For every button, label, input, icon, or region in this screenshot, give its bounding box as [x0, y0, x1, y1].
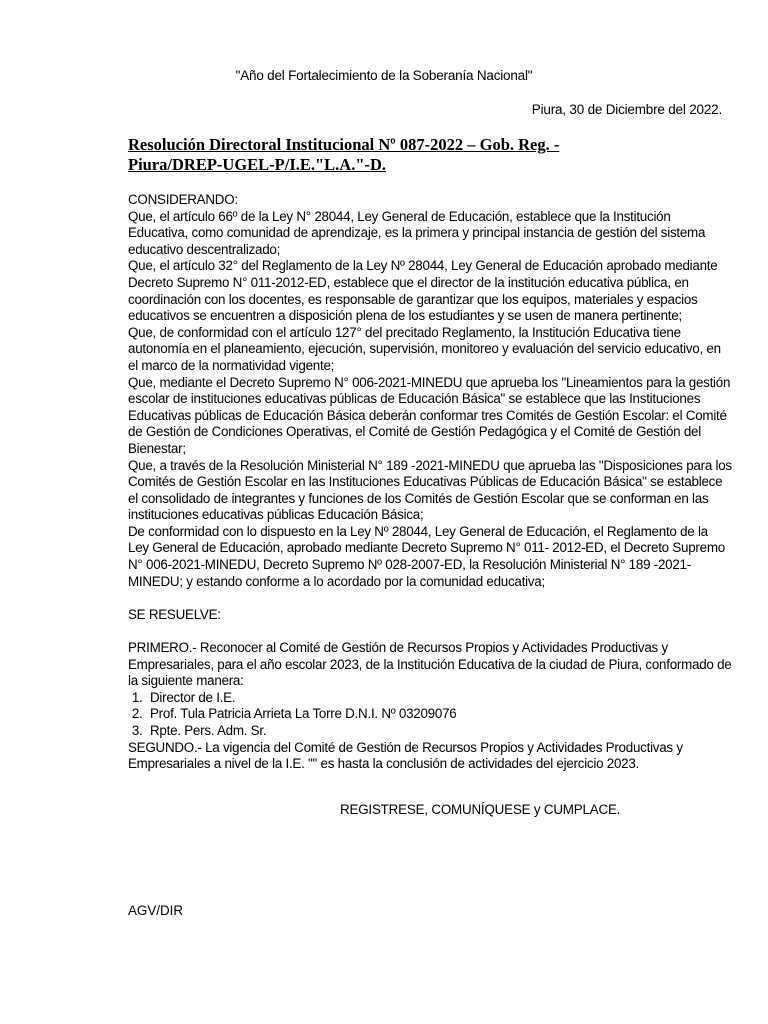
place-date: Piura, 30 de Diciembre del 2022.	[531, 102, 722, 117]
article-primero: PRIMERO.- Reconocer al Comité de Gestión de Recursos Propios y Actividades Productivas y Empresariales, para el año escolar 2023, de la Institución Educativa de la ciudad de Piura, conformado de la siguiente manera:	[128, 640, 732, 689]
list-item: 3. Rpte. Pers. Adm. Sr.	[146, 723, 732, 740]
year-motto: "Año del Fortalecimiento de la Soberanía Nacional"	[235, 68, 533, 83]
considerando-paragraph: Que, el artículo 32° del Reglamento de la Ley Nº 28044, Ley General de Educación aprobado mediante Decreto Supremo N° 011-2012-ED, establece que el director de la institución educativa pública, en coordinación con los docentes, es responsable de garantizar que los equipos, materiales y espacios educativos se encuentren a disposición plena de los estudiantes y se usen de manera pertinente;	[128, 258, 718, 324]
considerando-paragraph: Que, a través de la Resolución Ministerial N° 189 -2021-MINEDU que aprueba las "Disposiciones para los Comités de Gestión Escolar en las Instituciones Educativas Públicas de Educación Básica" se establece el consolidado de integrantes y funciones de los Comités de Gestión Escolar que se conforman en las instituciones educativas públicas Educación Básica;	[128, 457, 732, 523]
se-resuelve-heading: SE RESUELVE:	[128, 606, 221, 622]
list-item: 2. Prof. Tula Patricia Arrieta La Torre D.N.I. Nº 03209076	[146, 706, 732, 723]
closing-formula: REGISTRESE, COMUNÍQUESE y CUMPLACE.	[340, 802, 621, 817]
committee-members-list	[128, 690, 732, 740]
spacer	[128, 623, 732, 640]
considerando-paragraph: De conformidad con lo dispuesto en la Ley Nº 28044, Ley General de Educación, el Reglamento de la Ley General de Educación, aprobado mediante Decreto Supremo N° 011- 2012-ED, el Decreto Supremo N° 006-2021-MINEDU, Decreto Supremo Nº 028-2007-ED, la Resolución Ministerial N° 189 -2021- MINEDU; y estando conforme a lo acordado por la comunidad educativa;	[128, 523, 725, 589]
considerando-paragraph: Que, de conformidad con el artículo 127° del precitado Reglamento, la Institución Educativa tiene autonomía en el planeamiento, ejecución, supervisión, monitoreo y evaluación del servicio educativo, en el marco de la normatividad vigente;	[128, 324, 721, 373]
considerando-paragraph: Que, mediante el Decreto Supremo N° 006-2021-MINEDU que aprueba los "Lineamientos para la gestión escolar de instituciones educativas públicas de Educación Básica" se establece que las Instituciones Educativas públicas de Educación Básica deberán conformar tres Comités de Gestión Escolar: el Comité de Gestión de Condiciones Operativas, el Comité de Gestión Pedagógica y el Comité de Gestión del Bienestar;	[128, 374, 731, 456]
considerando-paragraph: Que, el artículo 66º de la Ley N° 28044, Ley General de Educación, establece que la Institución Educativa, como comunidad de aprendizaje, es la primera y principal instancia de gestión del sistema educativo descentralizado;	[128, 208, 706, 257]
spacer	[128, 590, 732, 607]
resolution-title-line-2: Piura/DREP-UGEL-P/I.E."L.A."-D.	[128, 155, 387, 174]
considerando-heading: CONSIDERANDO:	[128, 192, 238, 207]
signature-reference: AGV/DIR	[128, 903, 184, 918]
document-body	[128, 192, 732, 773]
resolution-title-line-1: Resolución Directoral Institucional Nº 087-2022 – Gob. Reg. -	[128, 135, 560, 154]
list-item: 1. Director de I.E.	[146, 690, 732, 707]
article-segundo: SEGUNDO.- La vigencia del Comité de Gestión de Recursos Propios y Actividades Productivas y Empresariales a nivel de la I.E. "" es hasta la conclusión de actividades del ejercicio 2023.	[128, 739, 683, 772]
resolution-title	[128, 135, 628, 175]
